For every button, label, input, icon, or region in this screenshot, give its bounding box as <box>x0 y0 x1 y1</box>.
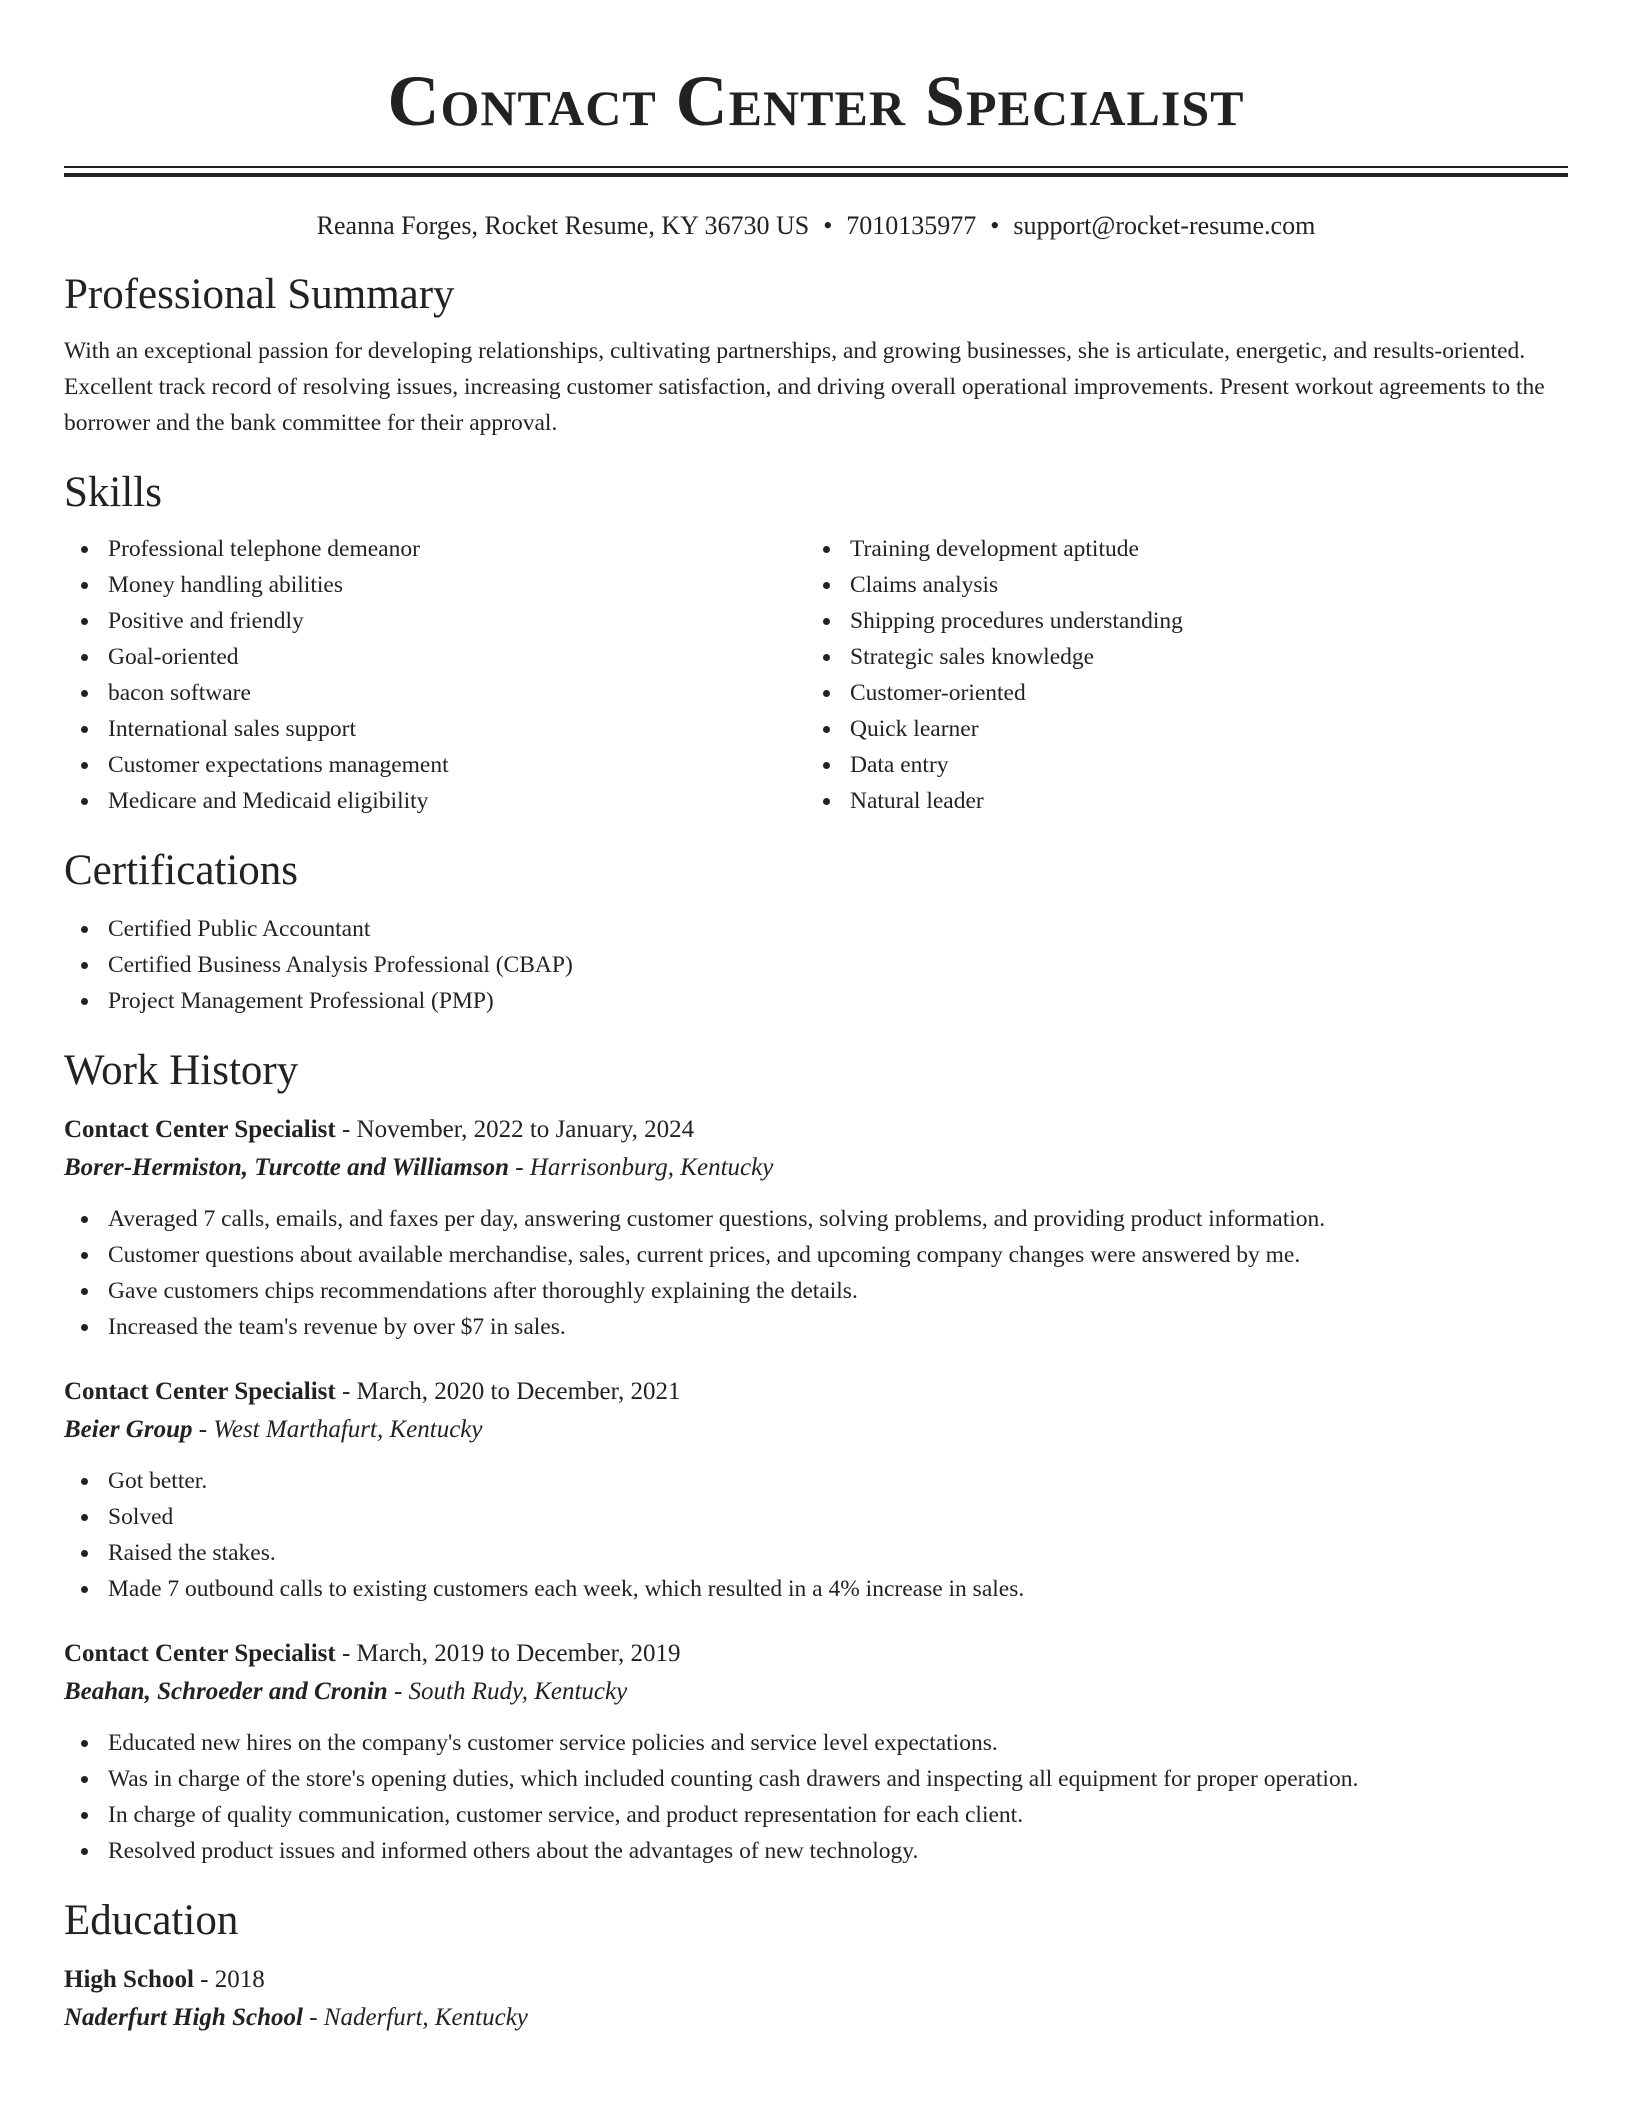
certifications-heading: Certifications <box>64 847 299 894</box>
job-entry <box>64 1635 1568 1869</box>
certifications-list <box>64 911 1568 1019</box>
education-heading: Education <box>64 1897 239 1944</box>
contact-separator: • <box>823 211 833 240</box>
job-title-line <box>64 1373 1568 1411</box>
title-divider <box>64 166 1568 177</box>
skill-item: Strategic sales knowledge <box>806 639 1548 675</box>
education-school-line <box>64 1999 1568 2037</box>
job-bullet: Averaged 7 calls, emails, and faxes per day, answering customer questions, solving problems, and providing product information. <box>64 1201 1568 1237</box>
job-dates: March, 2019 to December, 2019 <box>356 1640 681 1667</box>
job-bullet: Got better. <box>64 1463 1568 1499</box>
resume-title: Contact Center Specialist <box>387 61 1245 141</box>
education-year: 2018 <box>214 1966 265 1993</box>
certification-item: Certified Public Accountant <box>64 911 1568 947</box>
job-location: Harrisonburg, Kentucky <box>529 1154 774 1181</box>
job-role: Contact Center Specialist <box>64 1378 336 1405</box>
contact-line <box>64 209 1568 243</box>
job-bullet: Made 7 outbound calls to existing customers each week, which resulted in a 4% increase in sales. <box>64 1571 1568 1607</box>
job-company: Beier Group <box>64 1416 193 1443</box>
contact-phone: 7010135977 <box>846 211 977 240</box>
job-bullet: Resolved product issues and informed others about the advantages of new technology. <box>64 1833 1568 1869</box>
job-dash: - <box>387 1678 409 1705</box>
job-bullet: Gave customers chips recommendations after thoroughly explaining the details. <box>64 1273 1568 1309</box>
education-school: Naderfurt High School <box>64 2004 303 2031</box>
job-bullet: Solved <box>64 1499 1568 1535</box>
job-bullet: Educated new hires on the company's customer service policies and service level expectations. <box>64 1725 1568 1761</box>
education-degree-line <box>64 1961 1568 1999</box>
education-dash: - <box>302 2004 324 2031</box>
job-location: West Marthafurt, Kentucky <box>213 1416 483 1443</box>
skills-column-right <box>806 531 1548 819</box>
job-dash: - <box>335 1640 357 1667</box>
job-dates: March, 2020 to December, 2021 <box>356 1378 681 1405</box>
certification-item: Project Management Professional (PMP) <box>64 983 1568 1019</box>
resume-page <box>64 0 1568 2037</box>
skill-item: Training development aptitude <box>806 531 1548 567</box>
education-location: Naderfurt, Kentucky <box>323 2004 528 2031</box>
skill-item: Goal-oriented <box>64 639 806 675</box>
job-dash: - <box>335 1116 357 1143</box>
job-bullet: Customer questions about available merchandise, sales, current prices, and upcoming company changes were answered by me. <box>64 1237 1568 1273</box>
skill-item: Medicare and Medicaid eligibility <box>64 783 806 819</box>
job-bullet: Raised the stakes. <box>64 1535 1568 1571</box>
education-degree: High School <box>64 1966 194 1993</box>
contact-email: support@rocket-resume.com <box>1013 211 1316 240</box>
summary-heading: Professional Summary <box>64 271 455 318</box>
skill-item: Professional telephone demeanor <box>64 531 806 567</box>
skill-item: Money handling abilities <box>64 567 806 603</box>
certification-item: Certified Business Analysis Professional (CBAP) <box>64 947 1568 983</box>
job-company-line <box>64 1411 1568 1449</box>
job-company-line <box>64 1673 1568 1711</box>
job-company: Beahan, Schroeder and Cronin <box>64 1678 388 1705</box>
skill-item: Claims analysis <box>806 567 1548 603</box>
job-dates: November, 2022 to January, 2024 <box>356 1116 695 1143</box>
job-dash: - <box>192 1416 214 1443</box>
skill-item: bacon software <box>64 675 806 711</box>
job-title-line <box>64 1635 1568 1673</box>
job-bullet: In charge of quality communication, customer service, and product representation for each client. <box>64 1797 1568 1833</box>
skills-list <box>64 531 1568 819</box>
skill-item: Data entry <box>806 747 1548 783</box>
skill-item: Customer expectations management <box>64 747 806 783</box>
job-dash: - <box>335 1378 357 1405</box>
skills-column-left <box>64 531 806 819</box>
job-role: Contact Center Specialist <box>64 1640 336 1667</box>
work-history-heading: Work History <box>64 1047 299 1094</box>
job-bullets <box>64 1463 1568 1607</box>
skill-item: Shipping procedures understanding <box>806 603 1548 639</box>
skill-item: Natural leader <box>806 783 1548 819</box>
job-company: Borer-Hermiston, Turcotte and Williamson <box>64 1154 509 1181</box>
education-dash: - <box>193 1966 215 1993</box>
education-entry <box>64 1961 1568 2037</box>
skill-item: Positive and friendly <box>64 603 806 639</box>
job-entry <box>64 1373 1568 1607</box>
summary-text: With an exceptional passion for developing relationships, cultivating partnerships, and growing businesses, she is articulate, energetic, and results-oriented. Excellent track record of resolving issues, increasing customer satisfaction, and driving overall operational improvements. Present workout agreements to the borrower and the bank committee for their approval. <box>64 338 1545 436</box>
contact-separator: • <box>990 211 1000 240</box>
contact-address: Reanna Forges, Rocket Resume, KY 36730 US <box>316 211 810 240</box>
skills-heading: Skills <box>64 469 162 516</box>
skill-item: International sales support <box>64 711 806 747</box>
job-role: Contact Center Specialist <box>64 1116 336 1143</box>
job-entry <box>64 1111 1568 1345</box>
job-bullet: Was in charge of the store's opening duties, which included counting cash drawers and inspecting all equipment for proper operation. <box>64 1761 1568 1797</box>
job-bullet: Increased the team's revenue by over $7 in sales. <box>64 1309 1568 1345</box>
job-bullets <box>64 1725 1568 1869</box>
skill-item: Quick learner <box>806 711 1548 747</box>
skill-item: Customer-oriented <box>806 675 1548 711</box>
job-title-line <box>64 1111 1568 1149</box>
job-location: South Rudy, Kentucky <box>408 1678 628 1705</box>
job-company-line <box>64 1149 1568 1187</box>
job-bullets <box>64 1201 1568 1345</box>
job-dash: - <box>508 1154 530 1181</box>
